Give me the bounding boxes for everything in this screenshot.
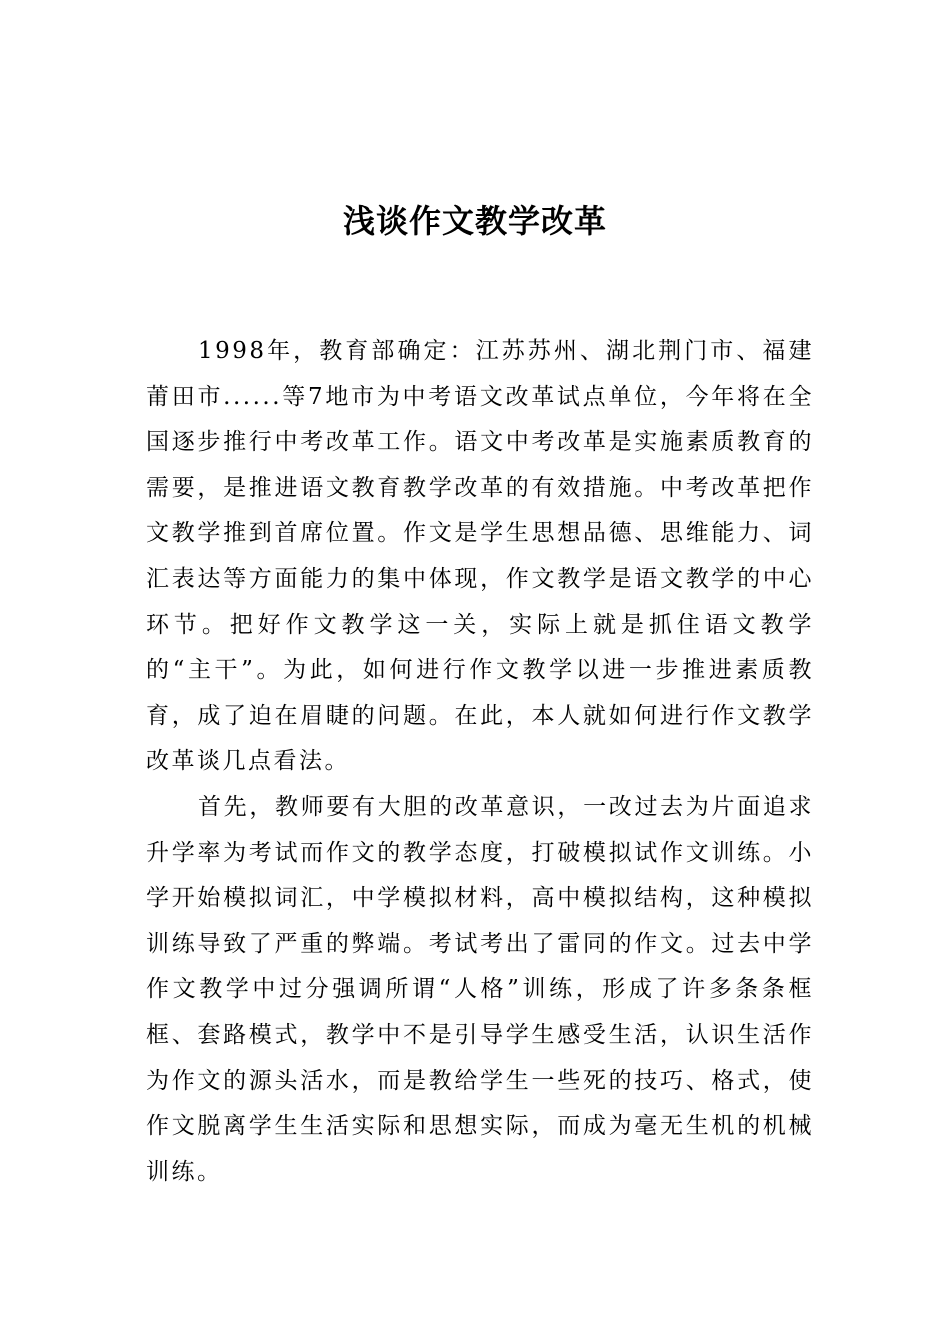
document-title: 浅谈作文教学改革 [342,202,607,241]
paragraph-2: 首先，教师要有大胆的改革意识，一改过去为片面追求升学率为考试而作文的教学态度，打破模拟试作文训练。小学开始模拟词汇，中学模拟材料，高中模拟结构，这种模拟训练导致了严重的弊端。考试考出了雷同的作文。过去中学作文教学中过分强调所谓“人格”训练，形成了许多条条框框、套路模式，教学中不是引导学生感受生活，认识生活作为作文的源头活水，而是教给学生一些死的技巧、格式，使作文脱离学生生活实际和思想实际，而成为毫无生机的机械训练。 [146,793,814,1185]
paragraph-1: 1998年，教育部确定：江苏苏州、湖北荆门市、福建莆田市......等7地市为中考语文改革试点单位，今年将在全国逐步推行中考改革工作。语文中考改革是实施素质教育的需要，是推进语文教育教学改革的有效措施。中考改革把作文教学推到首席位置。作文是学生思想品德、思维能力、词汇表达等方面能力的集中体现，作文教学是语文教学的中心环节。把好作文教学这一关，实际上就是抓住语文教学的“主干”。为此，如何进行作文教学以进一步推进素质教育，成了迫在眉睫的问题。在此，本人就如何进行作文教学改革谈几点看法。 [146,338,814,775]
document-body [146,329,814,1195]
